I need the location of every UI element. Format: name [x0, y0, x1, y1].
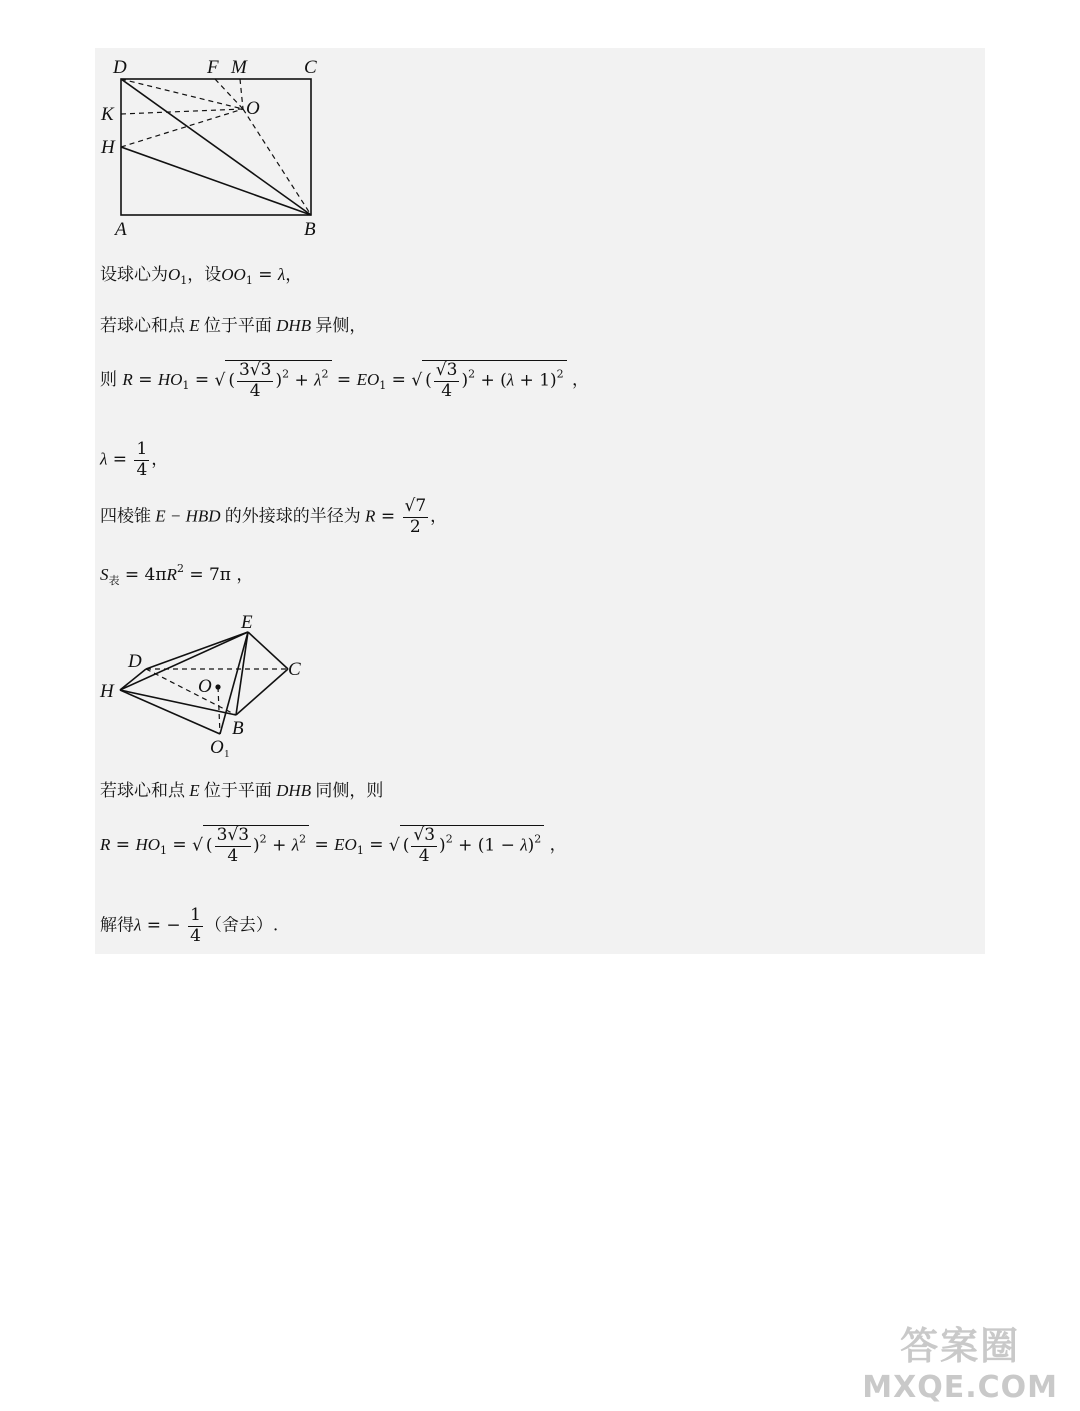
label-A: A — [115, 219, 127, 240]
line-3-equation: 则 $R = HO_1$ = √ ( $\frac{3√3}{4}$ )$^2 + \lambda^2 = EO_1$ = √ ( $\frac{√3}{4}$ )$^2 + (\lambda + 1)^2$ ， — [100, 360, 590, 401]
pyramid-figure — [98, 612, 318, 762]
label-E: E — [241, 612, 253, 633]
label-O2: O — [198, 676, 212, 697]
label-B: B — [304, 219, 316, 240]
label-H: H — [101, 137, 115, 158]
label-B2: B — [232, 718, 244, 739]
label-K: K — [101, 104, 114, 125]
line-8-equation: $R = HO_1$ = √ ( $\frac{3√3}{4}$ )$^2 + \lambda^2 = EO_1$ = √ ( $\frac{√3}{4}$ )$^2 + (1 - \lambda)^2$ ， — [100, 825, 567, 866]
rectangle-figure — [100, 52, 340, 242]
label-M: M — [231, 57, 247, 78]
label-H2: H — [100, 681, 114, 702]
line-1: 设球心为$O_1$，设$OO_1 = \lambda$， — [100, 265, 303, 287]
line-5: 四棱锥 E − HBD 的外接球的半径为 R = $\frac{√7}{2}$ ， — [100, 496, 448, 537]
label-O1: O — [210, 737, 224, 758]
label-C2: C — [288, 659, 301, 680]
label-C: C — [304, 57, 317, 78]
line-4: λ = $\frac{1}{4}$ ， — [100, 439, 169, 480]
label-F: F — [207, 57, 219, 78]
line-6: $S_表 = 4\pi R^2 = 7\pi$ ， — [100, 562, 254, 587]
label-O1-sub: 1 — [224, 748, 230, 760]
line-2: 若球心和点 E 位于平面 DHB 异侧， — [100, 316, 367, 336]
line-7: 若球心和点 E 位于平面 DHB 同侧，则 — [100, 781, 384, 801]
label-D2: D — [128, 651, 142, 672]
line-9: 解得λ = − $\frac{1}{4}$ （舍去）. — [100, 905, 279, 946]
label-O: O — [246, 98, 260, 119]
watermark: 答案圈 MXQE.COM — [862, 1324, 1058, 1405]
label-D: D — [113, 57, 127, 78]
